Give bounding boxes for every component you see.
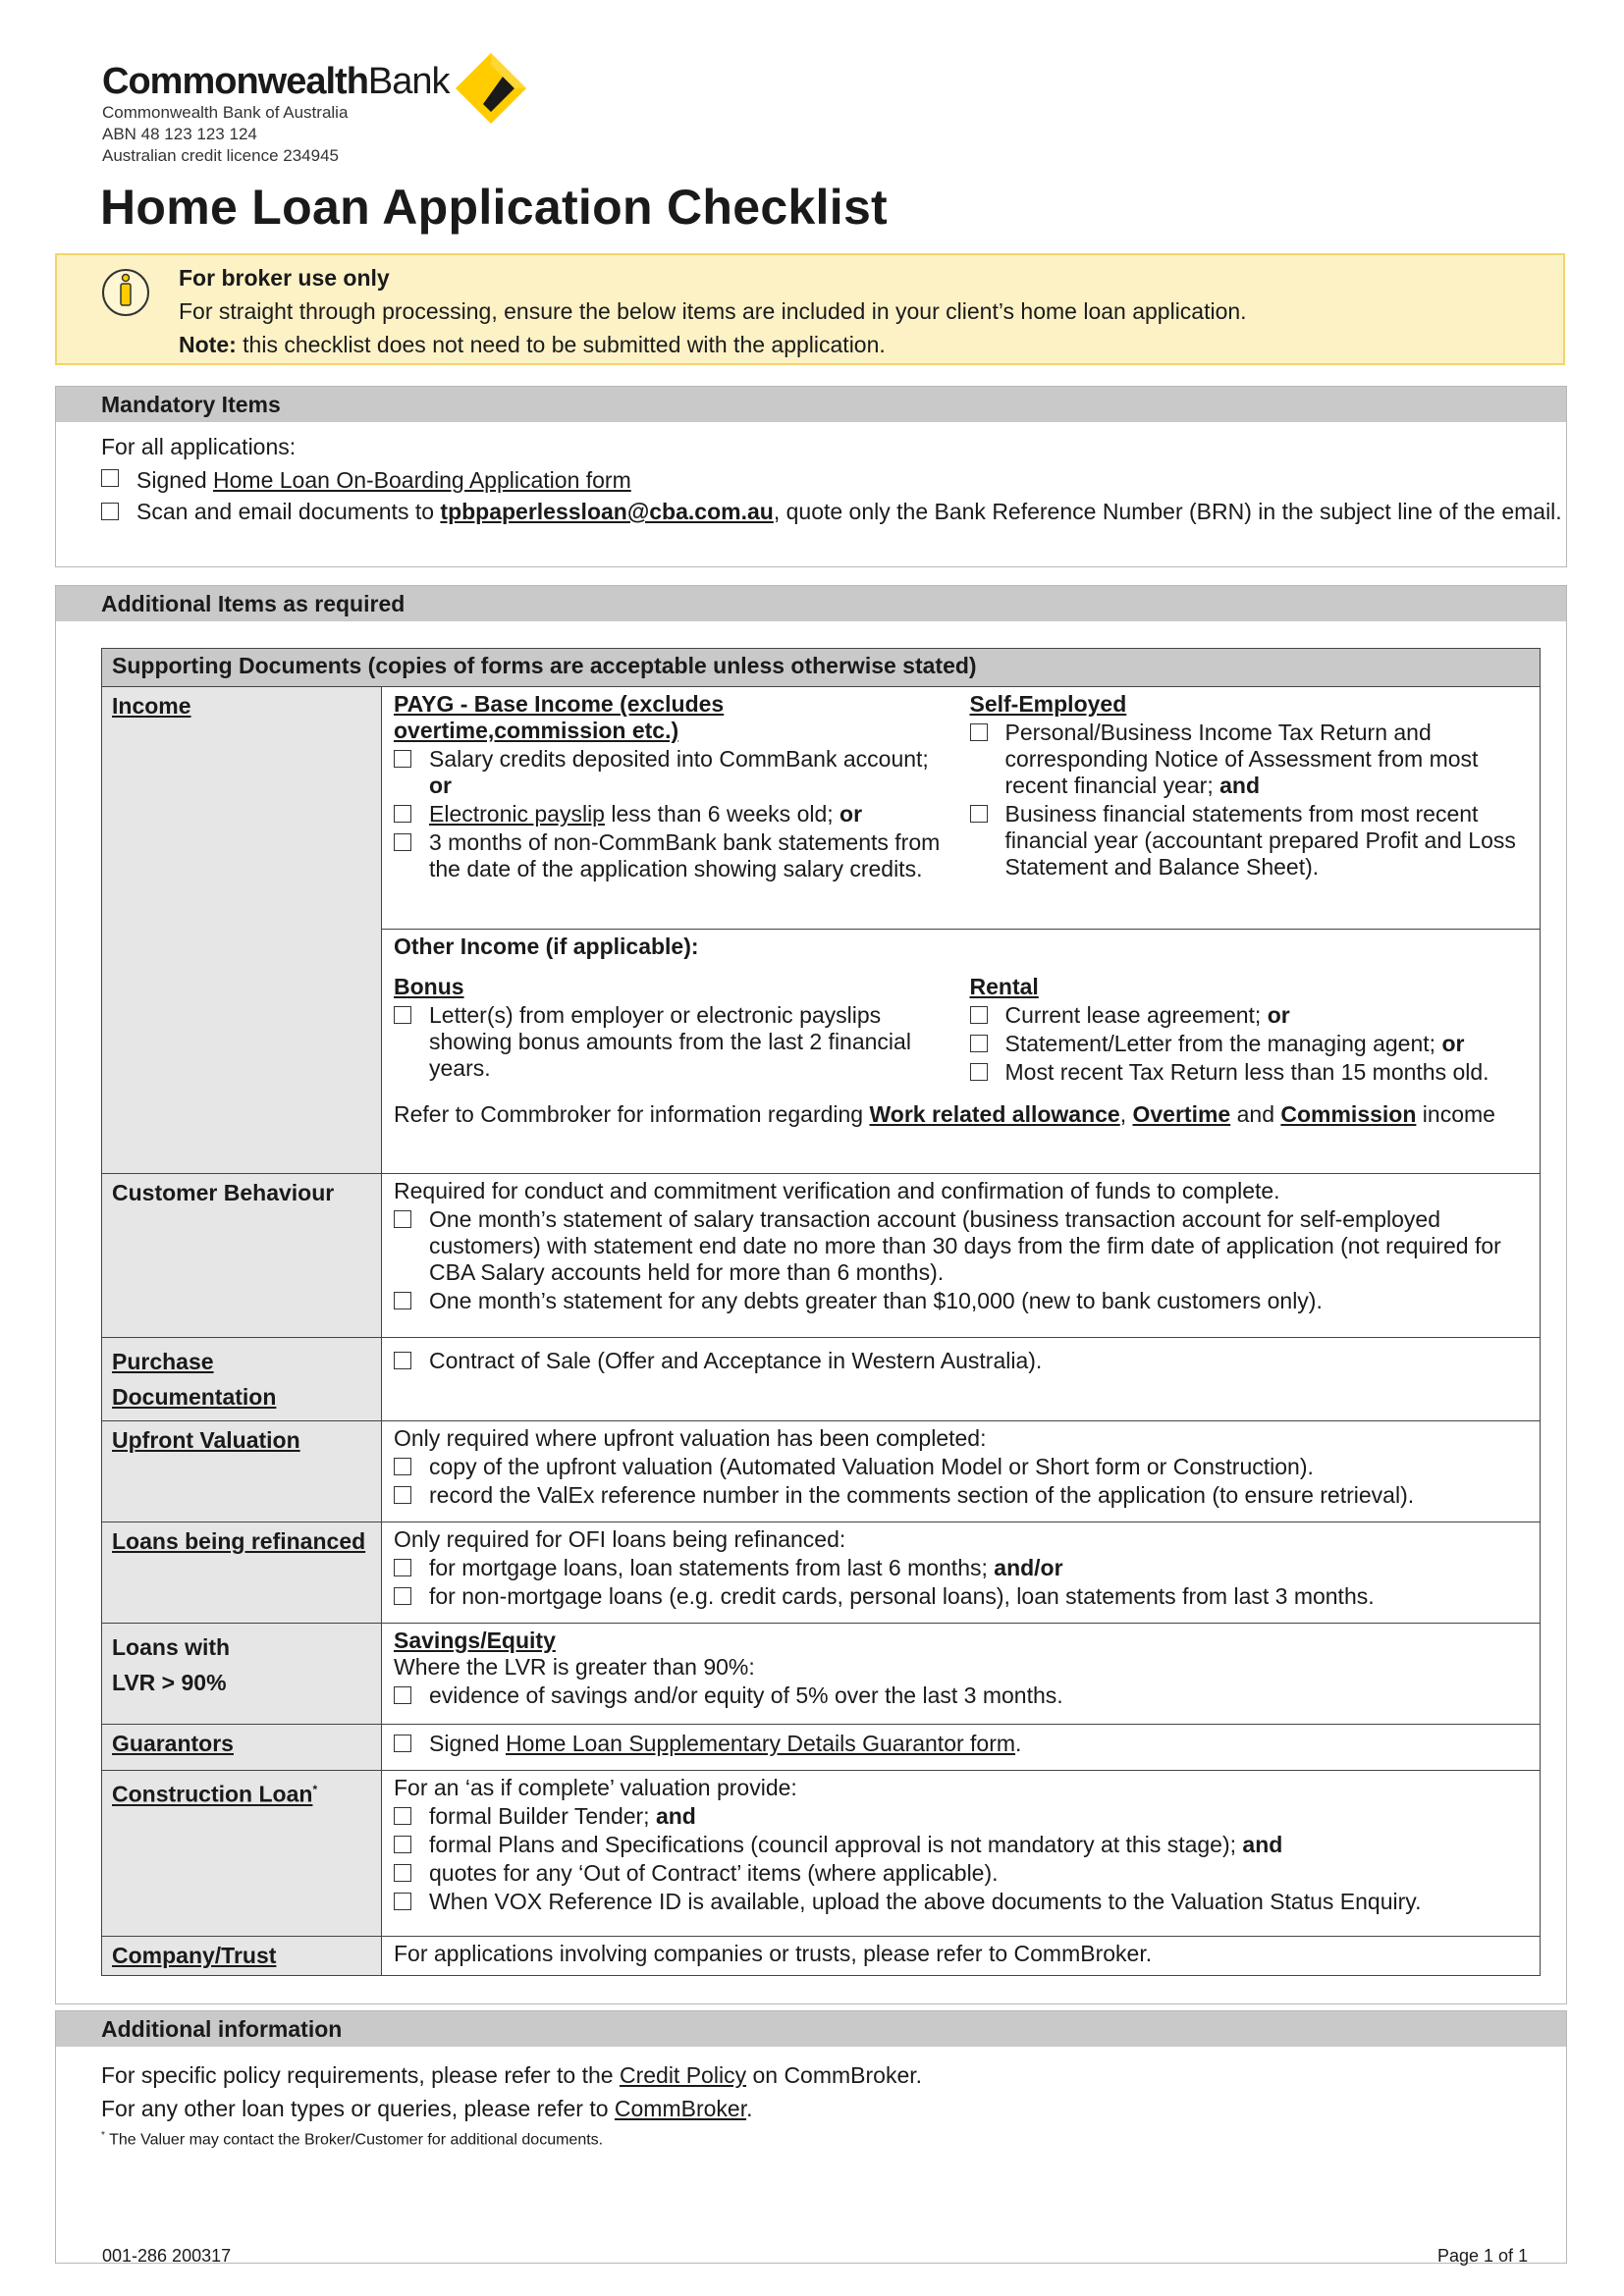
table-header: Supporting Documents (copies of forms are acceptable unless otherwise stated) (102, 649, 1541, 687)
list-item: for mortgage loans, loan statements from last 6 months; and/or (394, 1555, 1528, 1581)
table-row: Construction Loan* For an ‘as if complete’ valuation provide: formal Builder Tender; and formal Plans and Specifications (council approval is not mandatory at this stage); and quotes for any ‘Out of Contract’ items (where applicable). When VOX Reference ID is available, upload the above documents to the Valuation Status Enquiry. (102, 1771, 1541, 1937)
info-line: For straight through processing, ensure the below items are included in your client’s home loan application. (179, 298, 1247, 324)
list-item: One month’s statement for any debts greater than $10,000 (new to bank customers only). (394, 1288, 1528, 1314)
checkbox[interactable] (101, 469, 119, 487)
checkbox[interactable] (394, 1006, 411, 1024)
table-row (102, 1338, 1541, 1421)
checkbox[interactable] (394, 1486, 411, 1504)
row-label-income: Income (112, 693, 191, 719)
list-item: One month’s statement of salary transaction account (business transaction account for self-employed customers) with statement end date no more than 30 days from the firm date of application (not required for CBA Salary accounts held for more than 6 months). (394, 1206, 1528, 1286)
table-row: Loans with LVR > 90% Savings/Equity Where the LVR is greater than 90%: evidence of savings and/or equity of 5% over the last 3 months. (102, 1624, 1541, 1725)
checkbox[interactable] (394, 1458, 411, 1475)
list-item: for non-mortgage loans (e.g. credit cards, personal loans), loan statements from last 3 months. (394, 1583, 1528, 1610)
commbroker-link[interactable]: CommBroker (614, 2096, 747, 2121)
checkbox[interactable] (394, 1686, 411, 1704)
checkbox[interactable] (970, 1035, 988, 1052)
page-number: Page 1 of 1 (1437, 2246, 1529, 2266)
list-item: formal Builder Tender; and (394, 1803, 1528, 1830)
bank-meta (102, 102, 348, 167)
mandatory-section (55, 386, 1567, 567)
checkbox[interactable] (970, 1063, 988, 1081)
electronic-payslip-link[interactable]: Electronic payslip (429, 801, 605, 827)
logo-word-light: Bank (367, 61, 450, 102)
checkbox[interactable] (970, 805, 988, 823)
income-refer-text: Refer to Commbroker for information regarding Work related allowance, Overtime and Commission income (394, 1101, 1495, 1127)
table-row: Customer Behaviour Required for conduct and commitment verification and confirmation of funds to complete. One month’s statement of salary transaction account (business transaction account for self-employed customers) with statement end date no more than 30 days from the firm date of application (not required for CBA Salary accounts held for more than 6 months). One month’s statement for any debts greater than $10,000 (new to bank customers only). (102, 1174, 1541, 1338)
logo-word-bold: Commonwealth (102, 61, 368, 102)
commission-link[interactable]: Commission (1280, 1101, 1417, 1127)
table-row (102, 687, 1541, 930)
additional-info-section (55, 2010, 1567, 2264)
info-icon (100, 267, 151, 318)
list-item: 3 months of non-CommBank bank statements from the date of the application showing salary credits. (394, 829, 952, 882)
checkbox[interactable] (394, 1807, 411, 1825)
row-label-guarantors: Guarantors (112, 1731, 234, 1756)
list-item: Signed Home Loan Supplementary Details Guarantor form. (394, 1731, 1528, 1757)
savings-equity-title: Savings/Equity (394, 1628, 556, 1653)
bank-logo-diamond-icon (454, 51, 528, 126)
commbroker-line: For any other loan types or queries, please refer to CommBroker. (101, 2096, 753, 2121)
checkbox[interactable] (394, 750, 411, 768)
mandatory-item: Signed Home Loan On-Boarding Application form (101, 463, 1566, 497)
list-item: formal Plans and Specifications (council approval is not mandatory at this stage); and (394, 1832, 1528, 1858)
additional-info-body (56, 2047, 1566, 2151)
checkbox[interactable] (394, 1735, 411, 1752)
mandatory-heading: Mandatory Items (56, 387, 1566, 422)
payg-title: PAYG - Base Income (excludes overtime,commission etc.) (394, 691, 725, 743)
list-item: record the ValEx reference number in the comments section of the application (to ensure retrieval). (394, 1482, 1528, 1509)
row-label-company: Company/Trust (112, 1943, 277, 1968)
table-row: Upfront Valuation Only required where upfront valuation has been completed: copy of the upfront valuation (Automated Valuation Model or Short form or Construction). record the ValEx reference number in the comments section of the application (to ensure retrieval). (102, 1421, 1541, 1522)
info-heading: For broker use only (179, 265, 390, 291)
row-label-behaviour: Customer Behaviour (112, 1180, 335, 1205)
checkbox[interactable] (394, 1836, 411, 1853)
checkbox[interactable] (394, 1893, 411, 1910)
footnote: * The Valuer may contact the Broker/Customer for additional documents. (101, 2130, 604, 2149)
checkbox[interactable] (394, 833, 411, 851)
bank-logo-wordmark (102, 61, 450, 103)
form-code: 001-286 200317 (102, 2246, 232, 2266)
checkbox[interactable] (394, 805, 411, 823)
bonus-title: Bonus (394, 974, 464, 999)
checkbox[interactable] (101, 503, 119, 520)
page-title: Home Loan Application Checklist (100, 180, 888, 235)
bank-name: Commonwealth Bank of Australia (102, 103, 349, 122)
checkbox[interactable] (394, 1292, 411, 1309)
checkbox[interactable] (394, 1352, 411, 1369)
list-item: Business financial statements from most recent financial year (accountant prepared Profit and Loss Statement and Balance Sheet). (970, 801, 1529, 881)
row-label-purchase: Purchase Documentation (112, 1349, 277, 1410)
mandatory-intro: For all applications: (101, 434, 297, 459)
additional-heading: Additional Items as required (56, 586, 1566, 621)
info-text (179, 261, 1247, 361)
list-item: When VOX Reference ID is available, upload the above documents to the Valuation Status Enquiry. (394, 1889, 1528, 1915)
list-item: Electronic payslip less than 6 weeks old; or (394, 801, 952, 828)
onboarding-form-link[interactable]: Home Loan On-Boarding Application form (213, 467, 631, 493)
list-item: quotes for any ‘Out of Contract’ items (where applicable). (394, 1860, 1528, 1887)
bank-licence: Australian credit licence 234945 (102, 146, 339, 165)
table-row: Loans being refinanced Only required for OFI loans being refinanced: for mortgage loans, loan statements from last 6 months; and/or for non-mortgage loans (e.g. credit cards, personal loans), loan statements from last 3 months. (102, 1522, 1541, 1624)
list-item: Salary credits deposited into CommBank account; or (394, 746, 952, 799)
checkbox[interactable] (970, 1006, 988, 1024)
list-item: Personal/Business Income Tax Return and corresponding Notice of Assessment from most recent financial year; and (970, 720, 1529, 799)
info-note: Note: this checklist does not need to be submitted with the application. (179, 332, 886, 357)
list-item: Contract of Sale (Offer and Acceptance in Western Australia). (394, 1348, 1528, 1374)
checkbox[interactable] (970, 723, 988, 741)
row-label-construction: Construction Loan (112, 1781, 313, 1807)
other-income-title: Other Income (if applicable): (394, 934, 699, 959)
self-employed-title: Self-Employed (969, 691, 1127, 717)
mandatory-body (56, 422, 1566, 526)
table-row: Company/Trust For applications involving companies or trusts, please refer to CommBroker. (102, 1937, 1541, 1976)
rental-title: Rental (969, 974, 1039, 999)
credit-policy-link[interactable]: Credit Policy (619, 2062, 747, 2088)
row-label-valuation: Upfront Valuation (112, 1427, 300, 1453)
list-item: Statement/Letter from the managing agent; or (970, 1031, 1529, 1057)
list-item: evidence of savings and/or equity of 5% over the last 3 months. (394, 1682, 1528, 1709)
list-item: Letter(s) from employer or electronic payslips showing bonus amounts from the last 2 financial years. (394, 1002, 952, 1082)
list-item: Current lease agreement; or (970, 1002, 1529, 1029)
supporting-documents-table (101, 648, 1541, 1976)
bank-abn: ABN 48 123 123 124 (102, 125, 257, 143)
mandatory-item: Scan and email documents to tpbpaperlessloan@cba.com.au, quote only the Bank Reference Number (BRN) in the subject line of the email. (101, 497, 1566, 526)
row-label-refinance: Loans being refinanced (112, 1528, 366, 1554)
credit-policy-line: For specific policy requirements, please refer to the Credit Policy on CommBroker. (101, 2062, 923, 2088)
overtime-link[interactable]: Overtime (1132, 1101, 1231, 1127)
broker-info-box (55, 253, 1565, 365)
checkbox[interactable] (394, 1587, 411, 1605)
list-item: Most recent Tax Return less than 15 months old. (970, 1059, 1529, 1086)
email-link[interactable]: tpbpaperlessloan@cba.com.au (440, 499, 774, 524)
checkbox[interactable] (394, 1559, 411, 1576)
checkbox[interactable] (394, 1210, 411, 1228)
additional-info-heading: Additional information (56, 2011, 1566, 2047)
work-allowance-link[interactable]: Work related allowance (869, 1101, 1120, 1127)
table-row (102, 1725, 1541, 1771)
list-item: copy of the upfront valuation (Automated Valuation Model or Short form or Construction). (394, 1454, 1528, 1480)
checkbox[interactable] (394, 1864, 411, 1882)
row-label-lvr: Loans with (112, 1634, 231, 1660)
guarantor-form-link[interactable]: Home Loan Supplementary Details Guarantor form (506, 1731, 1016, 1756)
